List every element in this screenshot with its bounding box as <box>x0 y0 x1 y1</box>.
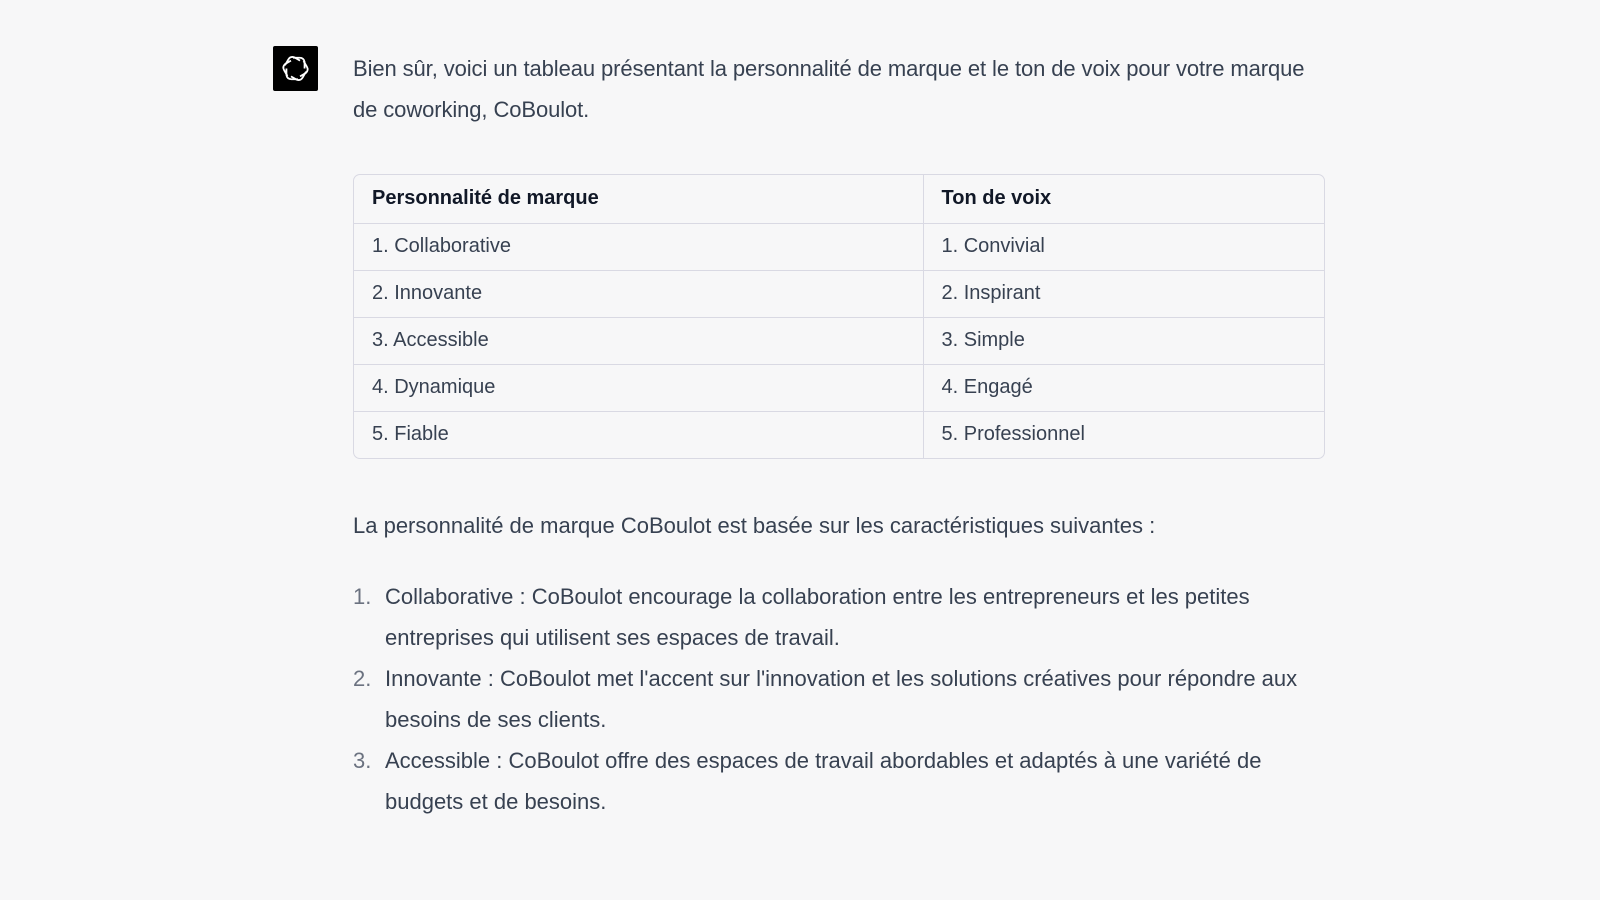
feature-list <box>353 576 1325 822</box>
table-row <box>354 223 1324 270</box>
table-cell: 3. Simple <box>923 317 1324 364</box>
table-cell: 3. Accessible <box>354 317 923 364</box>
intro-text: Bien sûr, voici un tableau présentant la personnalité de marque et le ton de voix pour votre marque de coworking, CoBoulot. <box>353 56 1305 122</box>
list-item <box>353 740 1325 822</box>
table-row <box>354 317 1324 364</box>
table-row <box>354 411 1324 458</box>
table-cell: 1. Convivial <box>923 223 1324 270</box>
message-content <box>353 46 1325 822</box>
table-header-row <box>354 175 1324 223</box>
list-item <box>353 658 1325 740</box>
table-cell: 1. Collaborative <box>354 223 923 270</box>
list-text: Collaborative : CoBoulot encourage la collaboration entre les entrepreneurs et les petites entreprises qui utilisent ses espaces de travail. <box>385 584 1250 650</box>
table-cell: 5. Fiable <box>354 411 923 458</box>
summary-text: La personnalité de marque CoBoulot est basée sur les caractéristiques suivantes : <box>353 513 1156 538</box>
list-number: 2. <box>353 666 372 691</box>
header-ton: Ton de voix <box>923 175 1324 223</box>
table-row <box>354 270 1324 317</box>
table-row <box>354 364 1324 411</box>
table-cell: 4. Engagé <box>923 364 1324 411</box>
brand-table <box>353 174 1325 459</box>
openai-logo-icon <box>279 52 312 85</box>
list-number: 3. <box>353 748 372 773</box>
table-cell: 2. Inspirant <box>923 270 1324 317</box>
table-cell: 4. Dynamique <box>354 364 923 411</box>
table-cell: 2. Innovante <box>354 270 923 317</box>
list-text: Innovante : CoBoulot met l'accent sur l'innovation et les solutions créatives pour répondre aux besoins de ses clients. <box>385 666 1298 732</box>
list-text: Accessible : CoBoulot offre des espaces de travail abordables et adaptés à une variété de budgets et de besoins. <box>385 748 1262 814</box>
assistant-avatar <box>273 46 318 91</box>
list-item <box>353 576 1325 658</box>
table-cell: 5. Professionnel <box>941 423 1085 446</box>
list-number: 1. <box>353 584 372 609</box>
header-personnalite: Personnalité de marque <box>354 175 923 223</box>
